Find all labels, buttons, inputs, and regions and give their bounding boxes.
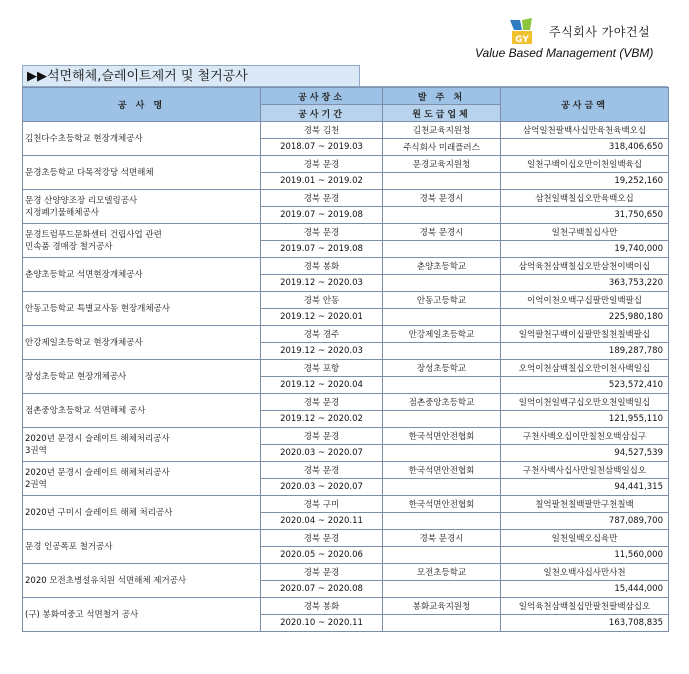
project-amount: 11,560,000 xyxy=(501,547,669,564)
project-row xyxy=(23,122,669,139)
project-contractor xyxy=(383,309,501,326)
project-contractor xyxy=(383,581,501,598)
project-amount: 15,444,000 xyxy=(501,581,669,598)
project-period: 2019.12 ~ 2020.02 xyxy=(261,411,383,428)
project-client: 모전초등학교 xyxy=(383,564,501,581)
project-name: 장성초등학교 현장개체공사 xyxy=(23,360,261,394)
project-name: 김천다수초등학교 현장개체공사 xyxy=(23,122,261,156)
project-client: 경북 문경시 xyxy=(383,190,501,207)
project-client: 춘양초등학교 xyxy=(383,258,501,275)
project-amount-text: 일억팔천구백이십팔만칠천칠백팔십 xyxy=(501,326,669,343)
project-amount-text: 삼억육천삼백칠십오만삼천이백이십 xyxy=(501,258,669,275)
project-row xyxy=(23,326,669,343)
project-amount-text: 일천구백칠십사만 xyxy=(501,224,669,241)
header-project-name: 공 사 명 xyxy=(23,88,261,122)
project-period: 2018.07 ~ 2019.03 xyxy=(261,139,383,156)
project-client: 안강제일초등학교 xyxy=(383,326,501,343)
project-period: 2020.04 ~ 2020.11 xyxy=(261,513,383,530)
project-period: 2020.03 ~ 2020.07 xyxy=(261,479,383,496)
project-name: 문경 산양양조장 리모델링공사 지정폐기물해체공사 xyxy=(23,190,261,224)
header-period: 공사기간 xyxy=(261,105,383,122)
project-client: 김천교육지원청 xyxy=(383,122,501,139)
project-contractor xyxy=(383,343,501,360)
project-amount: 189,287,780 xyxy=(501,343,669,360)
project-period: 2020.05 ~ 2020.06 xyxy=(261,547,383,564)
project-row xyxy=(23,530,669,547)
project-period: 2019.07 ~ 2019.08 xyxy=(261,207,383,224)
header-location: 공사장소 xyxy=(261,88,383,105)
company-logo-icon xyxy=(508,16,538,46)
project-period: 2019.12 ~ 2020.01 xyxy=(261,309,383,326)
project-period: 2020.10 ~ 2020.11 xyxy=(261,615,383,632)
project-location: 경북 문경 xyxy=(261,564,383,581)
project-client: 경북 문경시 xyxy=(383,530,501,547)
project-location: 경북 문경 xyxy=(261,156,383,173)
project-amount: 19,740,000 xyxy=(501,241,669,258)
project-period: 2020.07 ~ 2020.08 xyxy=(261,581,383,598)
header-client: 발 주 처 xyxy=(383,88,501,105)
projects-table xyxy=(22,87,669,632)
project-row xyxy=(23,428,669,445)
project-row xyxy=(23,394,669,411)
project-location: 경북 구미 xyxy=(261,496,383,513)
project-row xyxy=(23,292,669,309)
project-name: 안동고등학교 특별교사동 현장개체공사 xyxy=(23,292,261,326)
project-name: 문경초등학교 다목적강당 석면해체 xyxy=(23,156,261,190)
project-contractor xyxy=(383,547,501,564)
project-location: 경북 경주 xyxy=(261,326,383,343)
project-name: 2020년 문경시 슬레이트 해체처리공사 3권역 xyxy=(23,428,261,462)
project-amount: 163,708,835 xyxy=(501,615,669,632)
project-contractor xyxy=(383,377,501,394)
header-contractor: 원도급업체 xyxy=(383,105,501,122)
project-contractor xyxy=(383,173,501,190)
project-period: 2019.07 ~ 2019.08 xyxy=(261,241,383,258)
project-client: 한국석면안전협회 xyxy=(383,462,501,479)
project-client: 문경교육지원청 xyxy=(383,156,501,173)
project-name: (구) 봉화여중고 석면철거 공사 xyxy=(23,598,261,632)
project-client: 안동고등학교 xyxy=(383,292,501,309)
project-contractor xyxy=(383,615,501,632)
project-amount: 31,750,650 xyxy=(501,207,669,224)
project-name: 문경트럼푸드문화센터 건립사업 관련 민속품 경매장 철거공사 xyxy=(23,224,261,258)
project-row xyxy=(23,598,669,615)
project-contractor xyxy=(383,411,501,428)
project-period: 2019.12 ~ 2020.04 xyxy=(261,377,383,394)
project-amount-text: 일억육천삼백칠십만팔천팔백삼십오 xyxy=(501,598,669,615)
project-amount-text: 구천사백오십이만칠천오백삼십구 xyxy=(501,428,669,445)
project-amount-text: 오억이천삼백칠십오만이천사백일십 xyxy=(501,360,669,377)
project-row xyxy=(23,190,669,207)
project-period: 2019.12 ~ 2020.03 xyxy=(261,275,383,292)
project-contractor xyxy=(383,445,501,462)
project-amount-text: 일천일백오십육만 xyxy=(501,530,669,547)
project-amount-text: 칠억팔천칠백팔만구천칠백 xyxy=(501,496,669,513)
project-amount: 523,572,410 xyxy=(501,377,669,394)
project-amount: 94,441,315 xyxy=(501,479,669,496)
project-location: 경북 문경 xyxy=(261,428,383,445)
project-location: 경북 문경 xyxy=(261,224,383,241)
project-row xyxy=(23,156,669,173)
project-row xyxy=(23,360,669,377)
company-name: 주식회사 가야건설 xyxy=(549,25,651,39)
project-row xyxy=(23,258,669,275)
project-period: 2019.01 ~ 2019.02 xyxy=(261,173,383,190)
project-location: 경북 봉화 xyxy=(261,598,383,615)
project-row xyxy=(23,496,669,513)
project-amount-text: 삼억일천팔백사십만육천육백오십 xyxy=(501,122,669,139)
project-client: 한국석면안전협회 xyxy=(383,496,501,513)
project-name: 2020년 문경시 슬레이트 해체처리공사 2권역 xyxy=(23,462,261,496)
project-amount-text: 일억이천일백구십오만오천일백일십 xyxy=(501,394,669,411)
project-name: 점촌중앙초등학교 석면해체 공사 xyxy=(23,394,261,428)
company-tagline: Value Based Management (VBM) xyxy=(475,46,654,60)
project-amount: 94,527,539 xyxy=(501,445,669,462)
project-location: 경북 안동 xyxy=(261,292,383,309)
project-amount-text: 삼천일백칠십오만육백오십 xyxy=(501,190,669,207)
project-contractor xyxy=(383,479,501,496)
project-row xyxy=(23,564,669,581)
project-client: 점촌중앙초등학교 xyxy=(383,394,501,411)
project-client: 한국석면안전협회 xyxy=(383,428,501,445)
project-client: 경북 문경시 xyxy=(383,224,501,241)
project-location: 경북 문경 xyxy=(261,394,383,411)
project-contractor: 주식회사 미래플러스 xyxy=(383,139,501,156)
project-amount: 19,252,160 xyxy=(501,173,669,190)
project-row xyxy=(23,224,669,241)
project-amount-text: 일천오백사십사만사천 xyxy=(501,564,669,581)
project-location: 경북 문경 xyxy=(261,462,383,479)
project-location: 경북 문경 xyxy=(261,530,383,547)
project-client: 봉화교육지원청 xyxy=(383,598,501,615)
project-name: 2020 모전초병설유치원 석면해체 제거공사 xyxy=(23,564,261,598)
project-client: 장성초등학교 xyxy=(383,360,501,377)
project-amount: 121,955,110 xyxy=(501,411,669,428)
project-location: 경북 김천 xyxy=(261,122,383,139)
project-contractor xyxy=(383,275,501,292)
header-row xyxy=(23,88,669,105)
project-name: 안강제일초등학교 현장개체공사 xyxy=(23,326,261,360)
svg-text:GY: GY xyxy=(515,35,529,45)
project-location: 경북 봉화 xyxy=(261,258,383,275)
project-amount-text: 이억이천오백구십팔만일백팔십 xyxy=(501,292,669,309)
project-contractor xyxy=(383,207,501,224)
project-amount: 787,089,700 xyxy=(501,513,669,530)
project-amount-text: 구천사백사십사만일천삼백일십오 xyxy=(501,462,669,479)
header-amount: 공사금액 xyxy=(501,88,669,122)
project-period: 2020.03 ~ 2020.07 xyxy=(261,445,383,462)
project-amount-text: 일천구백이십오만이천일백육십 xyxy=(501,156,669,173)
project-amount: 225,980,180 xyxy=(501,309,669,326)
project-name: 2020년 구미시 슬레이트 해체 처리공사 xyxy=(23,496,261,530)
project-contractor xyxy=(383,241,501,258)
project-name: 춘양초등학교 석면현장개체공사 xyxy=(23,258,261,292)
project-name: 문경 인공폭포 철거공사 xyxy=(23,530,261,564)
project-amount: 318,406,650 xyxy=(501,139,669,156)
project-amount: 363,753,220 xyxy=(501,275,669,292)
page-title: ▶▶석면해체,슬레이트제거 및 철거공사 xyxy=(22,65,360,87)
project-period: 2019.12 ~ 2020.03 xyxy=(261,343,383,360)
project-location: 경북 문경 xyxy=(261,190,383,207)
project-row xyxy=(23,462,669,479)
project-contractor xyxy=(383,513,501,530)
project-location: 경북 포항 xyxy=(261,360,383,377)
